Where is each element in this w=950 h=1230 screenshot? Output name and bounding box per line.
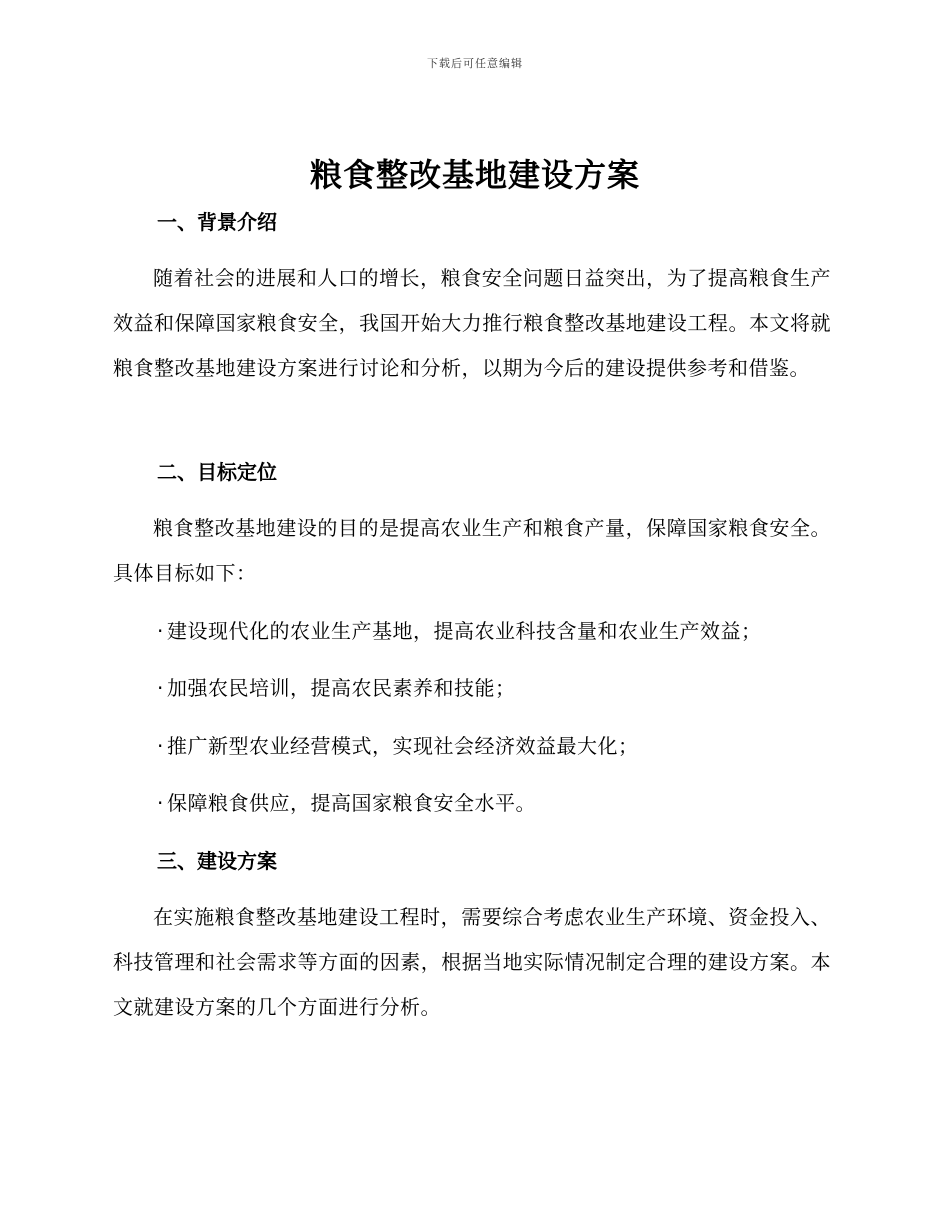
document-title: 粮食整改基地建设方案: [309, 156, 640, 194]
section-heading-goals: 二、目标定位: [157, 460, 277, 484]
bullet-mark: ·: [157, 619, 164, 643]
list-item-text: 推广新型农业经营模式，实现社会经济效益最大化；: [167, 734, 639, 758]
list-item-text: 加强农民培训，提高农民素养和技能；: [167, 676, 516, 700]
bullet-mark: ·: [157, 791, 164, 815]
bullet-mark: ·: [157, 676, 164, 700]
paragraph-plan: 在实施粮食整改基地建设工程时，需要综合考虑农业生产环境、资金投入、科技管理和社会需求等方面的因素，根据当地实际情况制定合理的建设方案。本文就建设方案的几个方面进行分析。: [113, 905, 831, 1019]
paragraph-goals: 粮食整改基地建设的目的是提高农业生产和粮食产量，保障国家粮食安全。具体目标如下：: [113, 516, 831, 585]
list-item-text: 建设现代化的农业生产基地，提高农业科技含量和农业生产效益；: [167, 619, 762, 643]
section-heading-plan: 三、建设方案: [157, 849, 277, 873]
list-item-text: 保障粮食供应，提高国家粮食安全水平。: [167, 791, 536, 815]
list-item: [157, 616, 762, 646]
section-heading-background: 一、背景介绍: [157, 210, 277, 234]
list-item: [157, 731, 639, 761]
header-note: 下载后可任意编辑: [427, 57, 523, 70]
bullet-mark: ·: [157, 734, 164, 758]
list-item: [157, 673, 516, 703]
paragraph-background: 随着社会的进展和人口的增长，粮食安全问题日益突出，为了提高粮食生产效益和保障国家粮食安全，我国开始大力推行粮食整改基地建设工程。本文将就粮食整改基地建设方案进行讨论和分析，以期为今后的建设提供参考和借鉴。: [113, 266, 831, 380]
list-item: [157, 788, 536, 818]
